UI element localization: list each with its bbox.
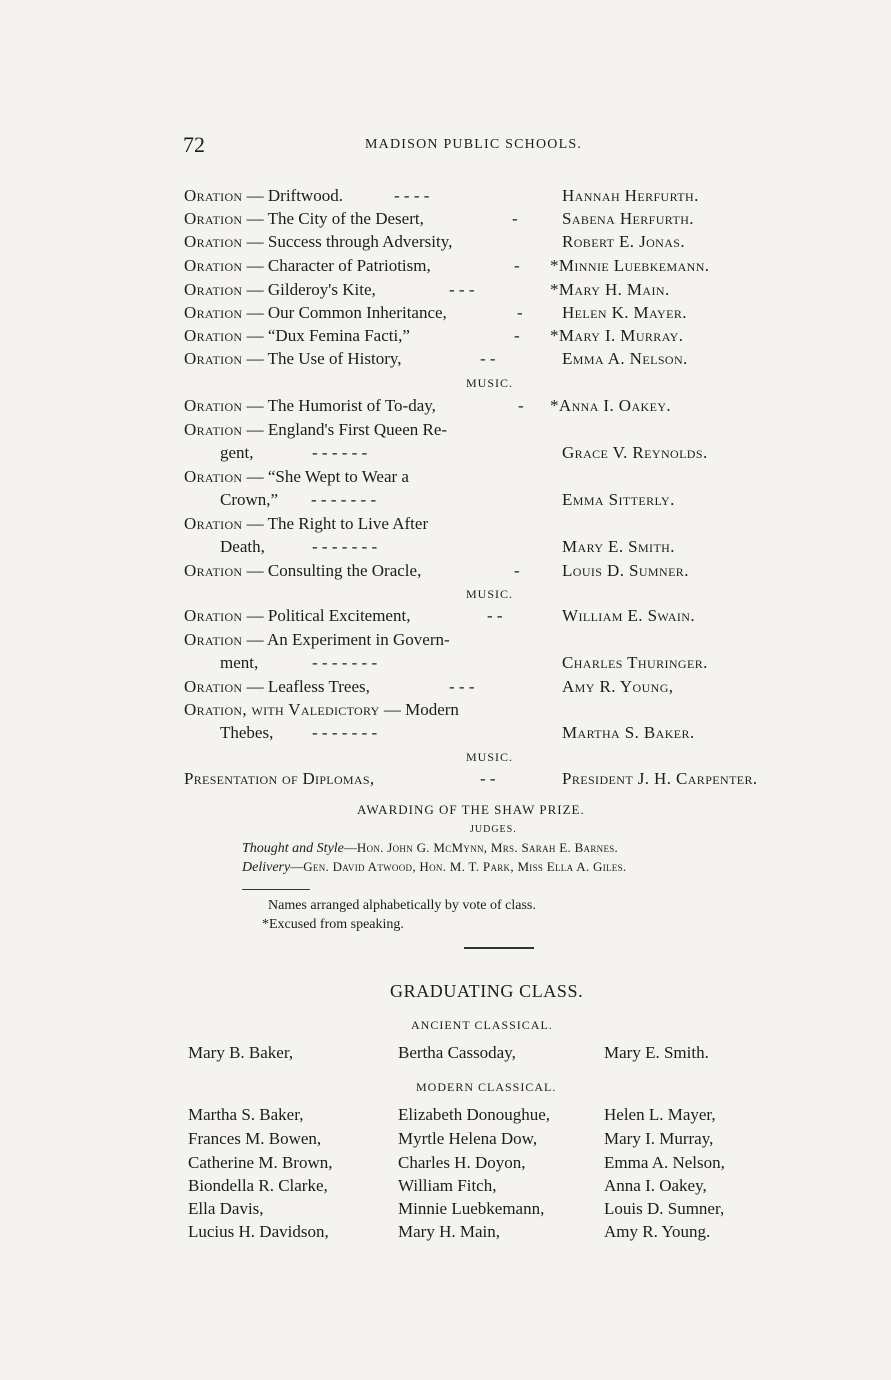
graduating-class-title: GRADUATING CLASS. <box>390 981 584 1001</box>
program-item: Oration — Driftwood. - - - - Hannah Herfurth. <box>184 186 699 205</box>
modern-classical-heading: MODERN CLASSICAL. <box>416 1080 557 1094</box>
graduate-name: Myrtle Helena Dow, <box>398 1129 538 1148</box>
graduate-name: Amy R. Young. <box>604 1222 711 1241</box>
ancient-classical-heading: ANCIENT CLASSICAL. <box>411 1018 553 1032</box>
program-item: Oration — Consulting the Oracle, - Louis D. Sumner. <box>184 561 689 580</box>
program-item: Oration — Character of Patriotism, - *Minnie Luebkemann. <box>184 256 710 275</box>
delivery-judges-line: Delivery—Gen. David Atwood, Hon. M. T. Park, Miss Ella A. Giles. <box>242 859 627 875</box>
music-interlude: MUSIC. <box>466 376 514 390</box>
graduate-name: William Fitch, <box>398 1176 497 1195</box>
footnote-excused: *Excused from speaking. <box>262 917 404 932</box>
program-item: Oration — Success through Adversity, Robert E. Jonas. <box>184 232 686 251</box>
program-item: Oration — The Right to Live After <box>184 514 429 533</box>
running-head: MADISON PUBLIC SCHOOLS. <box>365 137 583 152</box>
program-item: Oration — England's First Queen Re- <box>184 420 448 439</box>
program-item-continuation: gent, - - - - - - Grace V. Reynolds. <box>220 443 708 462</box>
footnote-alphabetical: Names arranged alphabetically by vote of class. <box>268 898 536 913</box>
judges-heading: JUDGES. <box>470 824 517 835</box>
graduate-name: Minnie Luebkemann, <box>398 1199 545 1218</box>
graduate-name: Charles H. Doyon, <box>398 1153 526 1172</box>
program-item: Oration — “Dux Femina Facti,” - *Mary I. Murray. <box>184 326 684 345</box>
graduate-name: Frances M. Bowen, <box>188 1129 322 1148</box>
graduate-name: Mary E. Smith. <box>604 1043 709 1062</box>
graduate-name: Mary B. Baker, <box>188 1043 294 1062</box>
graduate-name: Louis D. Sumner, <box>604 1199 725 1218</box>
program-item: Oration — An Experiment in Govern- <box>184 630 450 649</box>
program-item: Presentation of Diplomas, - - President J. H. Carpenter. <box>184 769 758 788</box>
graduate-name: Ella Davis, <box>188 1199 264 1218</box>
program-item: Oration — Our Common Inheritance, - Helen K. Mayer. <box>184 303 687 322</box>
music-interlude: MUSIC. <box>466 587 514 601</box>
graduate-name: Emma A. Nelson, <box>604 1153 725 1172</box>
program-item: Oration — Political Excitement, - - William E. Swain. <box>184 606 695 625</box>
program-item: Oration — Gilderoy's Kite, - - - *Mary H. Main. <box>184 280 670 299</box>
graduate-name: Catherine M. Brown, <box>188 1153 333 1172</box>
graduate-name: Helen L. Mayer, <box>604 1105 716 1124</box>
prize-heading: AWARDING OF THE SHAW PRIZE. <box>357 802 585 817</box>
graduate-name: Biondella R. Clarke, <box>188 1176 328 1195</box>
thought-judges-line: Thought and Style—Hon. John G. McMynn, Mrs. Sarah E. Barnes. <box>242 840 619 856</box>
program-item: Oration — “She Wept to Wear a <box>184 467 409 486</box>
program-item: Oration — Leafless Trees, - - - Amy R. Young, <box>184 677 674 696</box>
program-item: Oration — The Use of History, - - Emma A. Nelson. <box>184 349 688 368</box>
graduate-name: Bertha Cassoday, <box>398 1043 516 1062</box>
program-item-continuation: ment, - - - - - - - Charles Thuringer. <box>220 653 708 672</box>
music-interlude: MUSIC. <box>466 750 514 764</box>
graduate-name: Mary H. Main, <box>398 1222 500 1241</box>
program-item: Oration, with Valedictory — Modern <box>184 700 459 719</box>
program-item: Oration — The Humorist of To-day, - *Anna I. Oakey. <box>184 396 672 415</box>
graduate-name: Elizabeth Donoughue, <box>398 1105 551 1124</box>
graduate-name: Martha S. Baker, <box>188 1105 304 1124</box>
section-divider <box>464 947 534 949</box>
graduate-name: Lucius H. Davidson, <box>188 1222 329 1241</box>
program-item-continuation: Thebes, - - - - - - - Martha S. Baker. <box>220 723 695 742</box>
page-number: 72 <box>183 132 205 157</box>
program-item: Oration — The City of the Desert, - Sabena Herfurth. <box>184 209 694 228</box>
graduate-name: Mary I. Murray, <box>604 1129 714 1148</box>
footnote-rule <box>242 889 310 890</box>
program-item-continuation: Death, - - - - - - - Mary E. Smith. <box>220 537 675 556</box>
graduate-name: Anna I. Oakey, <box>604 1176 707 1195</box>
program-item-continuation: Crown,” - - - - - - - Emma Sitterly. <box>220 490 675 509</box>
